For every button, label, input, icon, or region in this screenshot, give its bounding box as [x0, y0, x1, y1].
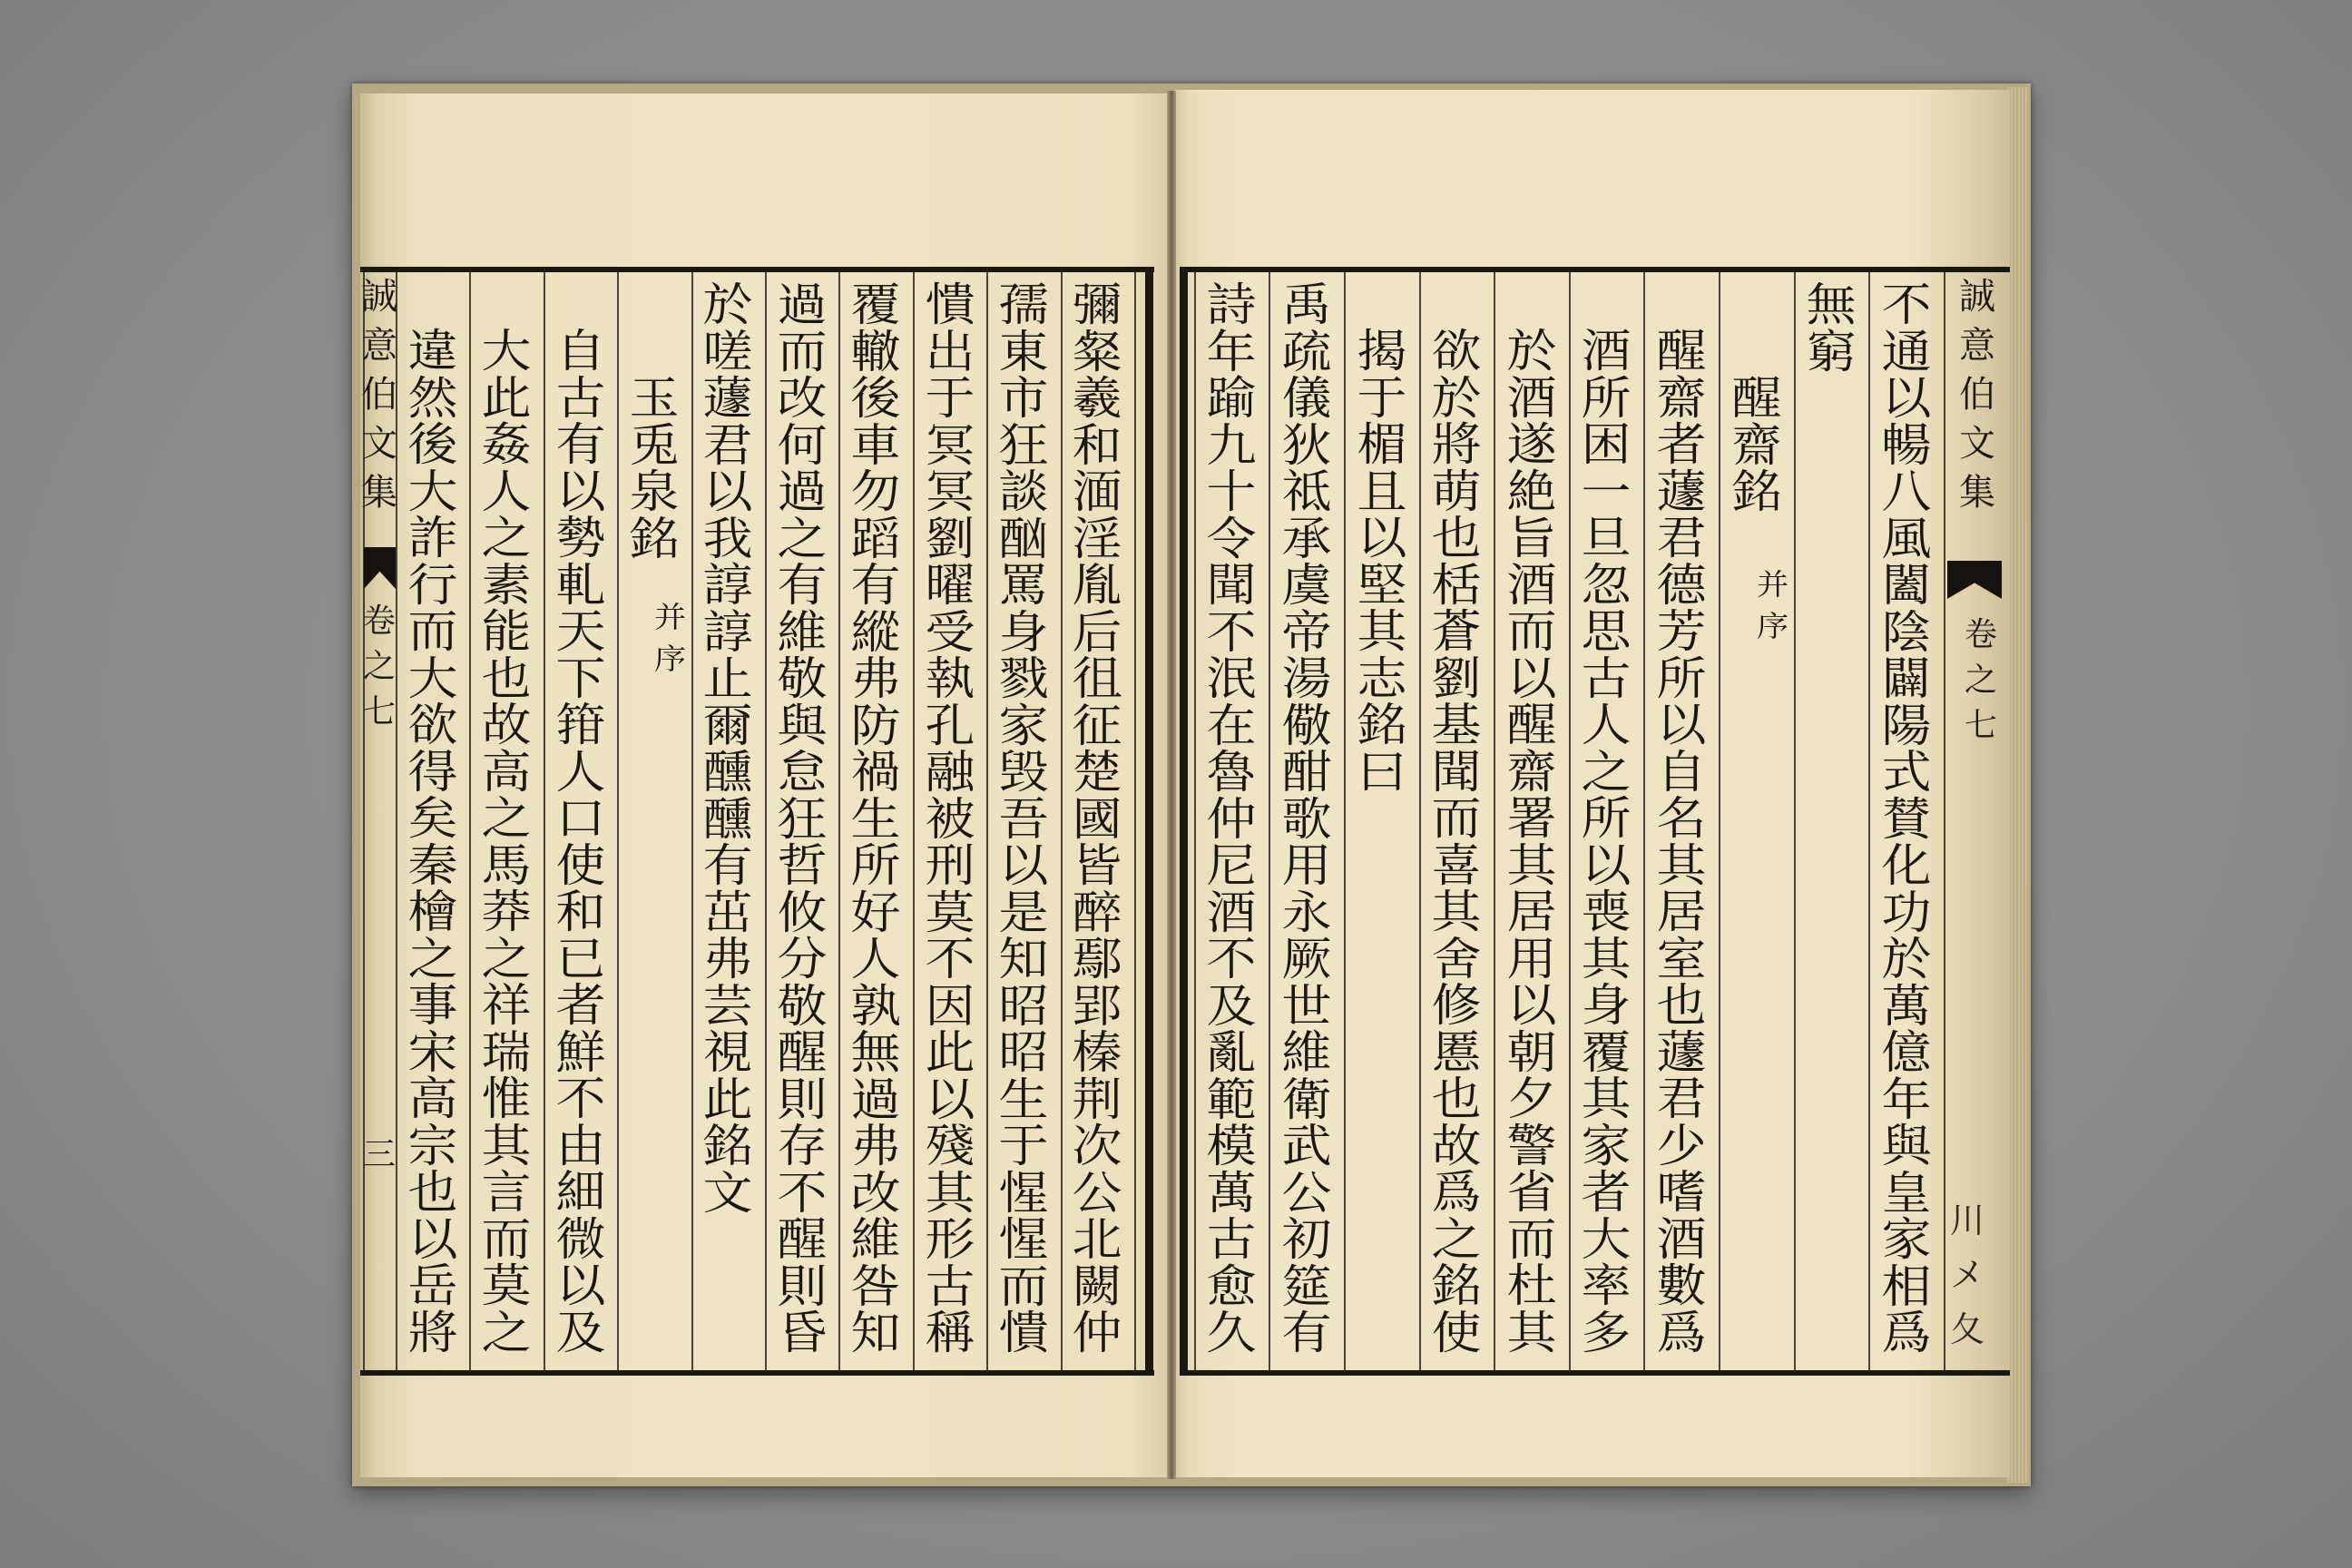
text-column: 大此姦人之素能也故高之馬莽之祥瑞惟其言而莫之	[481, 325, 532, 1359]
column-rule	[986, 272, 988, 1370]
column-rule	[617, 272, 619, 1370]
column-rule	[1643, 272, 1645, 1370]
text-column: 於嗟蘧君以我諄諄止爾醺醺有茁弗芸視此銘文	[702, 279, 753, 1220]
column-rule	[1719, 272, 1720, 1370]
text-column: 覆轍後車勿蹈有縱弗防禍生所好人孰無過弗改維咎知	[850, 279, 901, 1359]
frame-outer-border	[1180, 267, 1188, 1376]
column-rule	[544, 272, 545, 1370]
text-column: 酒所困一旦忽思古人之所以喪其身覆其家者大率多	[1581, 325, 1632, 1359]
text-column: 醒齋者蘧君德芳所以自名其居室也蘧君少嗜酒數爲	[1656, 325, 1707, 1359]
column-rule	[1868, 272, 1870, 1370]
text-column: 過而改何過之有維敬與怠狂哲攸分敬醒則存不醒則昏	[777, 279, 828, 1359]
column-rule	[1344, 272, 1346, 1370]
inscription-title: 玉兎泉銘	[629, 372, 680, 565]
frame-inner-border	[1134, 272, 1136, 1370]
column-rule	[1419, 272, 1421, 1370]
text-column: 詩年踰九十令聞不泯在魯仲尼酒不及亂範模萬古愈久	[1206, 279, 1257, 1359]
frame-top-rule	[1180, 267, 2010, 272]
text-column: 違然後大詐行而大欲得矣秦檜之事宋高宗也以岳將	[407, 325, 458, 1359]
column-rule	[838, 272, 840, 1370]
frame-bottom-rule	[1180, 1370, 2010, 1376]
frame-outer-border	[1145, 267, 1153, 1376]
banxin-edge-rule	[1944, 272, 1945, 1370]
inscription-title-column	[624, 372, 687, 680]
inscription-title-column	[1727, 372, 1789, 647]
text-column: 不通以暢八風闔陰闢陽式賛化功於萬億年與皇家相爲	[1881, 279, 1932, 1359]
inscription-title: 醒齋銘	[1731, 372, 1782, 518]
text-column: 揭于楣且以堅其志銘曰	[1357, 325, 1407, 799]
column-rule	[1061, 272, 1063, 1370]
column-rule	[765, 272, 767, 1370]
handwritten-leaf-mark: 川メ夂	[1949, 1200, 1984, 1349]
inscription-title-note: 并序	[1756, 566, 1789, 643]
right-banxin-volume: 卷之七	[1964, 616, 1997, 744]
text-column: 欲於將萌也栝蒼劉基聞而喜其舍修慝也故爲之銘使	[1431, 325, 1482, 1359]
text-column: 於酒遂絶旨酒而以醒齋署其居用以朝夕警省而杜其	[1506, 325, 1557, 1359]
column-rule	[913, 272, 915, 1370]
column-rule	[1269, 272, 1270, 1370]
frame-inner-border	[1194, 272, 1196, 1370]
text-column: 彌粲羲和湎淫胤后徂征楚國皆醉鄢郢榛荆次公北闕仲	[1072, 279, 1122, 1359]
text-column: 憒出于冥冥劉曜受執孔融被刑莫不因此以殘其形古稱	[925, 279, 975, 1359]
text-column: 自古有以勢軋天下箝人口使和已者鮮不由細微以及	[555, 325, 606, 1359]
left-banxin-volume: 卷之七	[362, 603, 396, 730]
column-rule	[1494, 272, 1495, 1370]
column-rule	[1569, 272, 1571, 1370]
spine-gutter	[1167, 91, 1176, 1479]
column-rule	[1794, 272, 1796, 1370]
left-banxin-leaf-number: 三	[362, 1136, 396, 1173]
right-banxin-title: 誠意伯文集	[1959, 276, 1995, 514]
left-banxin-title: 誠意伯文集	[361, 276, 397, 514]
column-rule	[691, 272, 693, 1370]
page-stack-edge	[2007, 87, 2029, 1483]
frame-bottom-rule	[360, 1370, 1154, 1376]
column-rule	[469, 272, 471, 1370]
text-column: 禹疏儀狄祗承虞帝湯儆酣歌用永厥世維衛武公初筵有	[1281, 279, 1332, 1359]
text-column: 孺東市狂談酗罵身戮家毁吾以是知昭昭生于惺惺而憒	[998, 279, 1049, 1359]
inscription-title-note: 并序	[653, 600, 687, 676]
text-column: 無窮	[1806, 279, 1857, 378]
frame-top-rule	[360, 267, 1154, 272]
